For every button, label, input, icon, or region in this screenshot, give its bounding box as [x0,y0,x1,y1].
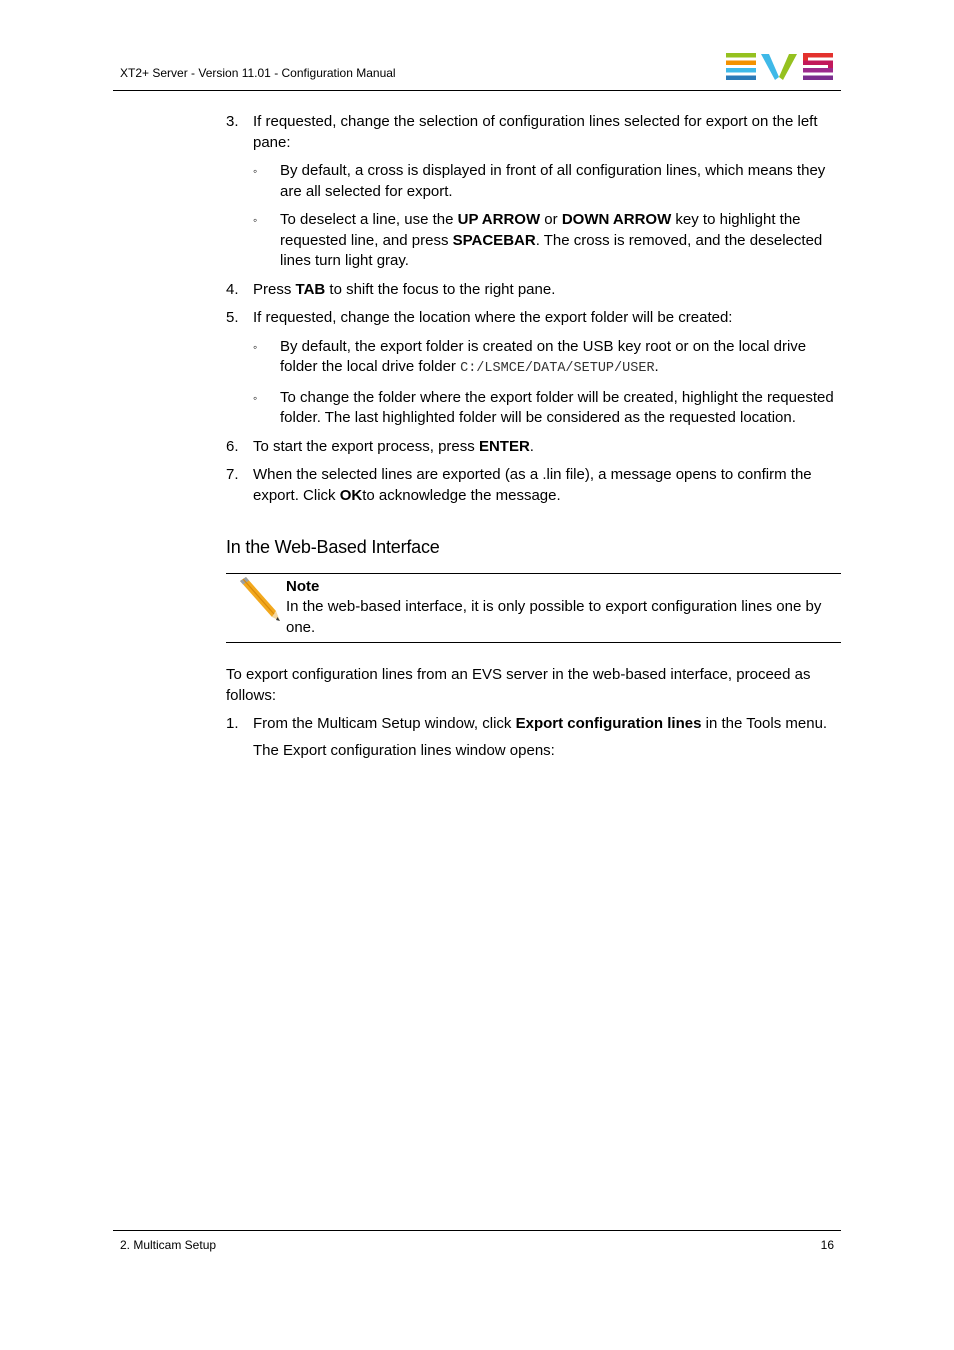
header-divider [113,90,841,91]
intro-paragraph: To export configuration lines from an EVS server in the web-based interface, proceed as follows: [226,666,811,704]
note-box [226,573,841,644]
step-text: If requested, change the location where the export folder will be created: [253,309,733,326]
step-text: To start the export process, press [253,437,479,455]
step-number: 4. [226,280,239,298]
bullet-text: . The cross is removed, and the deselected lines turn light gray. [280,231,823,269]
bullet-text: To change the folder where the export folder will be created, highlight the requested folder. The last highlighted folder will be considered as the requested location. [280,388,834,426]
step-text: From the Multicam Setup window, click [253,715,516,732]
step-text: . [529,437,534,455]
step-text: Press [253,280,296,298]
step-6 [226,437,841,458]
bullet-circle-icon: ◦ [253,390,258,405]
web-step-1 [226,714,841,735]
menu-item-export-configuration-lines: Export configuration lines [515,715,702,732]
step-3 [226,112,841,153]
key-down-arrow: DOWN ARROW [561,211,672,228]
bullet-text: By default, a cross is displayed in front of all configuration lines, which means they are all selected for export. [280,162,826,200]
footer-chapter: 2. Multicam Setup [120,1238,217,1252]
page-number: 16 [820,1238,834,1252]
page-content [226,112,841,761]
bullet-item [226,161,841,202]
bullet-item [226,210,841,272]
bullet-circle-icon: ◦ [253,339,258,354]
step-5 [226,308,841,329]
step-followup: The Export configuration lines window opens: [253,741,555,759]
section-heading: In the Web-Based Interface [226,537,440,557]
bullet-text: . [654,358,659,375]
step-text: If requested, change the selection of configuration lines selected for export on the left pane: [253,113,818,151]
step-text: to shift the focus to the right pane. [325,280,556,298]
bullet-item [226,388,841,429]
key-ok: OK [339,486,363,504]
header-title: XT2+ Server - Version 11.01 - Configuration Manual [120,66,396,80]
step-number: 6. [226,437,239,455]
step-number: 1. [226,715,239,732]
bullet-circle-icon: ◦ [253,213,258,227]
bullet-circle-icon: ◦ [253,164,258,178]
bullet-text: To deselect a line, use the [280,211,458,228]
bullet-item [226,337,841,380]
step-number: 7. [226,466,239,483]
note-text: In the web-based interface, it is only possible to export configuration lines one by one. [286,598,822,636]
bullet-text: or [540,211,562,228]
step-text: in the Tools menu. [701,715,828,732]
bullet-text: By default, the export folder is created on the USB key root or on the local drive folder the local drive folder [280,337,807,375]
key-enter: ENTER [478,437,530,455]
step-text: When the selected lines are exported (as a .lin file), a message opens to confirm the export. Click [253,466,812,504]
folder-path: C:/LSMCE/DATA/SETUP/USER [460,361,655,376]
step-number: 5. [226,309,239,326]
bullet-text: key to highlight the requested line, and press [280,211,801,249]
pencil-icon [232,577,280,621]
key-up-arrow: UP ARROW [457,211,541,228]
step-4 [226,280,841,301]
key-tab: TAB [295,280,326,298]
note-title: Note [286,577,320,595]
step-number: 3. [226,113,239,130]
step-text: to acknowledge the message. [362,486,561,504]
footer-divider [113,1230,841,1231]
key-spacebar: SPACEBAR [452,231,536,249]
step-7 [226,465,841,506]
evs-logo [726,53,834,81]
